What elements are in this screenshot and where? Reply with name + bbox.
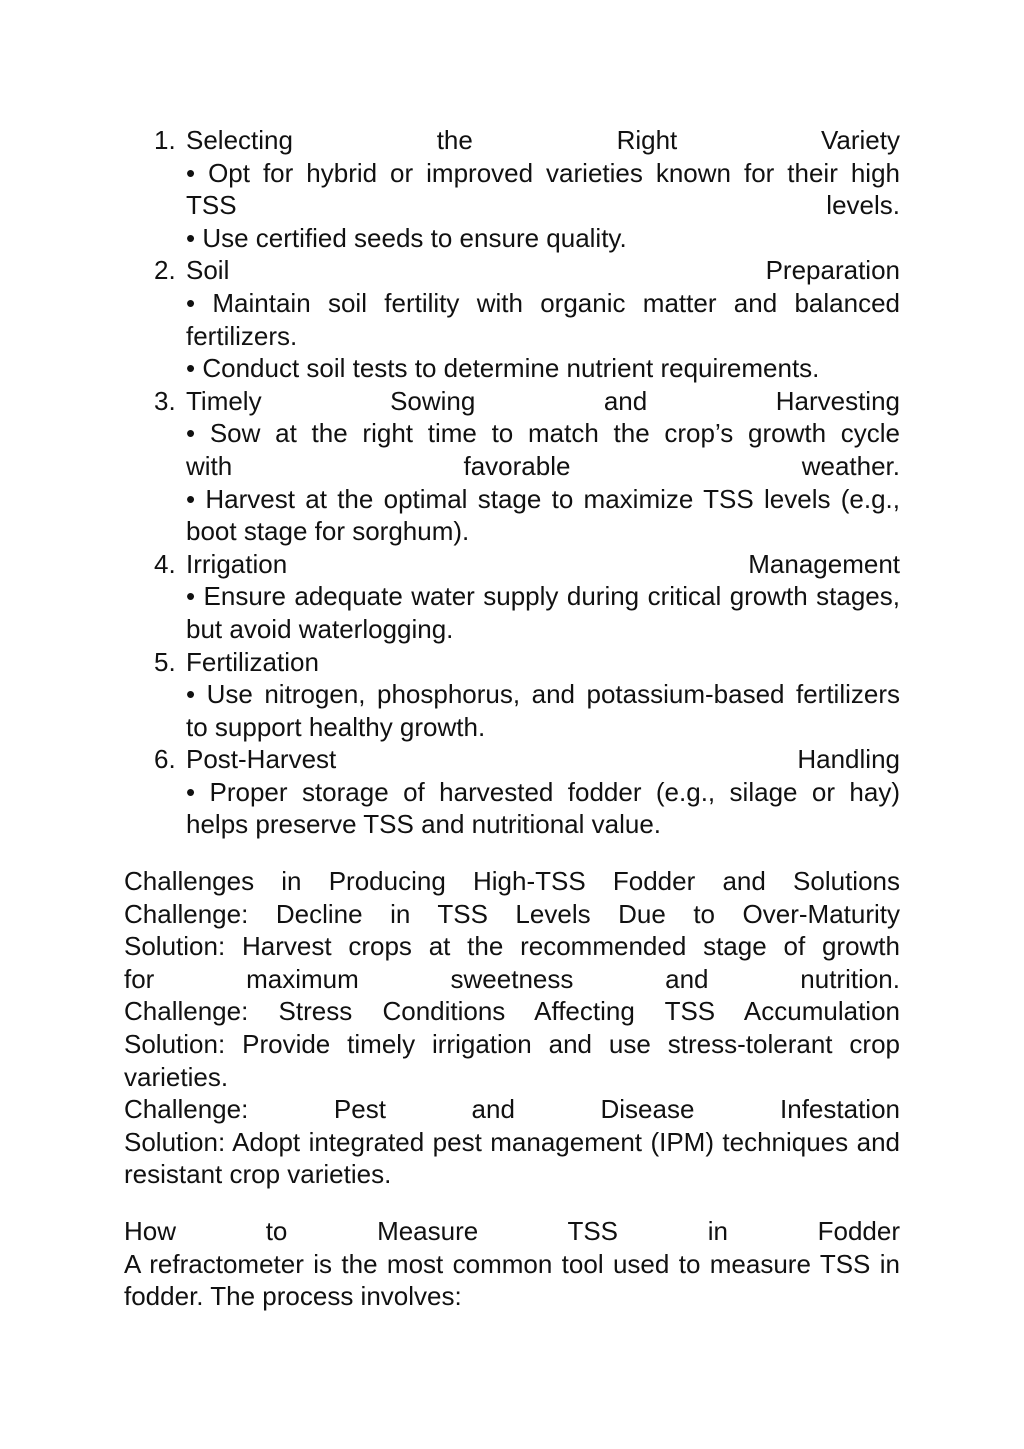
step-title: Selecting the Right Variety: [186, 125, 900, 155]
step-title: Fertilization: [186, 646, 319, 677]
challenges-section: [124, 865, 900, 1191]
step-item: [124, 743, 900, 841]
step-title: Irrigation Management: [186, 548, 900, 579]
step-item: [124, 646, 900, 744]
step-item: [124, 385, 900, 548]
step-number: 1.: [154, 125, 176, 155]
challenge-line: Challenge: Pest and Disease Infestation: [124, 1094, 900, 1125]
step-title: Post-Harvest Handling: [186, 744, 900, 775]
challenges-heading: Challenges in Producing High-TSS Fodder and Solutions: [124, 866, 900, 897]
document-page: [124, 124, 900, 1313]
step-line: • Conduct soil tests to determine nutrient requirements.: [186, 353, 820, 384]
step-item: [124, 254, 900, 384]
step-line: TSS levels.: [186, 190, 900, 221]
step-number: 6.: [154, 744, 176, 775]
step-item: [124, 124, 900, 254]
step-line: • Harvest at the optimal stage to maximize TSS levels (e.g., boot stage for sorghum).: [186, 483, 900, 547]
solution-line: for maximum sweetness and nutrition.: [124, 963, 900, 994]
challenge-line: Challenge: Decline in TSS Levels Due to Over-Maturity: [124, 898, 900, 929]
step-title: Soil Preparation: [186, 255, 900, 286]
steps-list: [124, 124, 900, 841]
step-number: 5.: [154, 646, 176, 677]
step-line: • Use nitrogen, phosphorus, and potassium-based fertilizers to support healthy growth.: [186, 679, 900, 742]
measure-heading: How to Measure TSS in Fodder: [124, 1216, 900, 1246]
step-line: • Ensure adequate water supply during critical growth stages, but avoid waterlogging.: [186, 581, 900, 644]
step-line: • Opt for hybrid or improved varieties known for their high: [186, 157, 900, 188]
measure-section: [124, 1215, 900, 1313]
measure-paragraph: A refractometer is the most common tool used to measure TSS in fodder. The process involves:: [124, 1248, 900, 1312]
solution-line: Solution: Adopt integrated pest management (IPM) techniques and resistant crop varieties.: [124, 1126, 900, 1190]
challenge-line: Challenge: Stress Conditions Affecting TSS Accumulation: [124, 996, 900, 1027]
step-item: [124, 548, 900, 646]
solution-line: Solution: Harvest crops at the recommended stage of growth: [124, 931, 900, 962]
step-number: 2.: [154, 255, 176, 286]
step-line: • Sow at the right time to match the crop’s growth cycle: [186, 418, 900, 449]
solution-line: Solution: Provide timely irrigation and use stress-tolerant crop varieties.: [124, 1029, 900, 1092]
step-title: Timely Sowing and Harvesting: [186, 385, 900, 416]
step-number: 4.: [154, 548, 176, 579]
step-line: with favorable weather.: [186, 450, 900, 481]
step-number: 3.: [154, 385, 176, 416]
step-line: • Use certified seeds to ensure quality.: [186, 222, 627, 253]
step-line: • Proper storage of harvested fodder (e.g., silage or hay) helps preserve TSS and nutritional value.: [186, 776, 900, 840]
step-line: • Maintain soil fertility with organic matter and balanced fertilizers.: [186, 287, 900, 351]
